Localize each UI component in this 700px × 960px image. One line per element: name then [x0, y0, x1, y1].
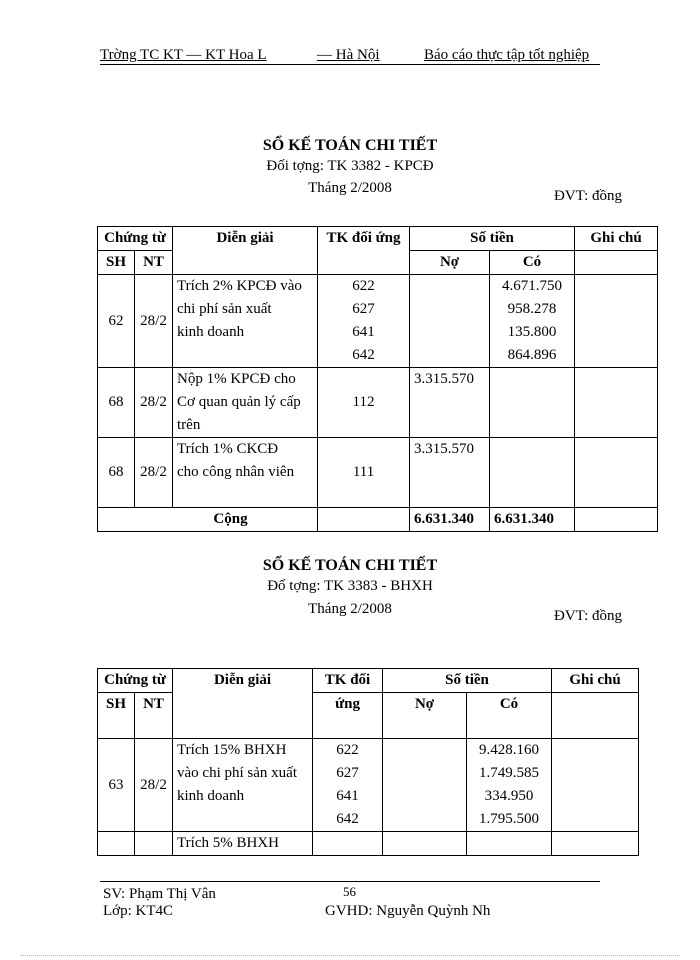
- cell-note: [575, 368, 658, 438]
- cell-account: 112: [318, 368, 410, 438]
- table-row: [98, 739, 639, 832]
- table-row: [98, 832, 639, 856]
- footer-rule: [100, 881, 600, 882]
- header-nt: NT: [135, 693, 173, 739]
- footer-advisor: GVHD: Nguyễn Quỳnh Nh: [325, 903, 491, 919]
- cell-debit: 3.315.570: [410, 368, 490, 438]
- cell-description: Trích 2% KPCĐ vào chi phí sản xuất kinh doanh: [173, 275, 318, 368]
- cell-description: Trích 5% BHXH: [173, 832, 313, 856]
- cell-description: Trích 1% CKCĐ cho công nhân viên: [173, 438, 318, 508]
- table-row: [98, 368, 658, 438]
- cell-credit: [490, 368, 575, 438]
- cell-sh: [98, 832, 135, 856]
- header-account-2: ứng: [313, 693, 383, 739]
- header-rule: [100, 64, 600, 65]
- total-note: [575, 508, 658, 532]
- header-city: — Hà Nội: [317, 47, 380, 63]
- cell-description: Trích 15% BHXH vào chi phí sản xuất kinh doanh: [173, 739, 313, 832]
- cell-credit: [467, 832, 552, 856]
- cell-credit: 9.428.160 1.749.585 334.950 1.795.500: [467, 739, 552, 832]
- cell-note: [552, 832, 639, 856]
- table-row: [98, 275, 658, 368]
- table-row: [98, 438, 658, 508]
- header-account: TK đối ứng: [318, 227, 410, 275]
- cell-account: 622 627 641 642: [318, 275, 410, 368]
- cell-note: [575, 438, 658, 508]
- header-nt: NT: [135, 251, 173, 275]
- header-report: Báo cáo thực tập tốt nghiệp: [424, 47, 590, 63]
- cell-debit: [383, 739, 467, 832]
- header-description: Diễn giải: [173, 227, 318, 275]
- cell-credit: 4.671.750 958.278 135.800 864.896: [490, 275, 575, 368]
- total-label: Cộng: [98, 508, 318, 532]
- cell-sh: 63: [98, 739, 135, 832]
- cell-nt: 28/2: [135, 739, 173, 832]
- total-account-blank: [318, 508, 410, 532]
- cell-sh: 68: [98, 368, 135, 438]
- header-note: Ghi chú: [552, 669, 639, 693]
- cell-nt: 28/2: [135, 275, 173, 368]
- footer-student: SV: Phạm Thị Vân: [103, 886, 216, 902]
- header-description: Diễn giải: [173, 669, 313, 739]
- cell-debit: [383, 832, 467, 856]
- ledger1-object: Đối tợng: TK 3382 - KPCĐ: [266, 158, 434, 174]
- header-account-1: TK đối: [313, 669, 383, 693]
- page-number: 56: [343, 884, 356, 899]
- ledger2-month: Tháng 2/2008: [308, 601, 392, 617]
- cell-nt: 28/2: [135, 438, 173, 508]
- header-school: Trờng TC KT — KT Hoa L: [100, 47, 267, 63]
- ledger2-title: SỔ KẾ TOÁN CHI TIẾT: [262, 557, 438, 574]
- header-note-blank: [575, 251, 658, 275]
- ledger1-unit: ĐVT: đồng: [554, 188, 622, 204]
- header-amount: Số tiền: [383, 669, 552, 693]
- cell-sh: 62: [98, 275, 135, 368]
- header-credit: Có: [490, 251, 575, 275]
- cell-note: [552, 739, 639, 832]
- cell-nt: 28/2: [135, 368, 173, 438]
- header-debit: Nợ: [410, 251, 490, 275]
- total-debit: 6.631.340: [410, 508, 490, 532]
- cell-account: 622 627 641 642: [313, 739, 383, 832]
- header-debit: Nợ: [383, 693, 467, 739]
- cell-sh: 68: [98, 438, 135, 508]
- cell-nt: [135, 832, 173, 856]
- header-voucher: Chứng từ: [98, 227, 173, 251]
- total-credit: 6.631.340: [490, 508, 575, 532]
- cell-debit: [410, 275, 490, 368]
- cell-account: 111: [318, 438, 410, 508]
- cell-note: [575, 275, 658, 368]
- total-row: [98, 508, 658, 532]
- header-amount: Số tiền: [410, 227, 575, 251]
- header-voucher: Chứng từ: [98, 669, 173, 693]
- ledger2-object: Đố tợng: TK 3383 - BHXH: [267, 578, 433, 594]
- ledger1-table: [97, 226, 658, 532]
- header-sh: SH: [98, 251, 135, 275]
- ledger2-table: [97, 668, 639, 856]
- cell-debit: 3.315.570: [410, 438, 490, 508]
- cell-credit: [490, 438, 575, 508]
- header-sh: SH: [98, 693, 135, 739]
- header-note: Ghi chú: [575, 227, 658, 251]
- header-credit: Có: [467, 693, 552, 739]
- cell-description: Nộp 1% KPCĐ cho Cơ quan quản lý cấp trên: [173, 368, 318, 438]
- header-note-blank: [552, 693, 639, 739]
- ledger2-unit: ĐVT: đồng: [554, 608, 622, 624]
- page-edge-divider: [20, 955, 680, 956]
- cell-account: [313, 832, 383, 856]
- ledger1-title: SỔ KẾ TOÁN CHI TIẾT: [262, 137, 438, 154]
- footer-class: Lớp: KT4C: [103, 903, 174, 919]
- ledger1-month: Tháng 2/2008: [308, 180, 392, 196]
